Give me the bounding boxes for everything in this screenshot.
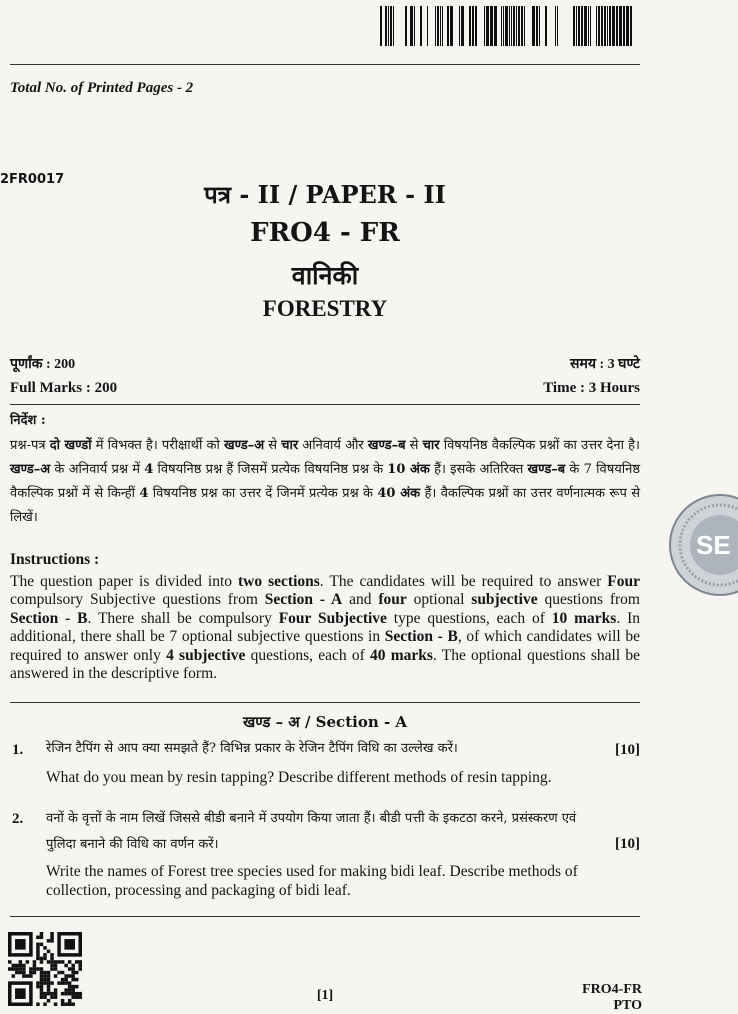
question-number: 1.: [12, 742, 24, 758]
time-hindi: समय : 3 घण्टे: [570, 357, 640, 372]
instructions-text: The question paper is divided into two sections. The candidates will be required to answer Four compulsory Subjective questions from Section - A and four optional subjective questions from Section - B. There shall be compulsory Four Subjective type questions, each of 10 marks. In additional, there shall be 7 optional subjective questions in Section - B, of which candidates will be required to answer only 4 subjective questions, each of 40 marks. The optional questions shall be answered in the descriptive form.: [10, 573, 640, 683]
section-rule: [10, 702, 640, 703]
directions-hindi: प्रश्न-पत्र दो खण्डों में विभक्त है। परीक्षार्थी को खण्ड–अ से चार अनिवार्य और खण्ड–ब से चार विषयनिष्ठ वैकल्पिक प्रश्नों का उत्तर देना है। खण्ड–अ के अनिवार्य प्रश्न में 4 विषयनिष्ठ प्रश्न हैं जिसमें प्रत्येक विषयनिष्ठ प्रश्न के 10 अंक हैं। इसके अतिरिक्त खण्ड–ब के 7 विषयनिष्ठ वैकल्पिक प्रश्नों में से किन्हीं 4 विषयनिष्ठ प्रश्न का उत्तर दें जिनमें प्रत्येक प्रश्न के 40 अंक हैं। वैकल्पिक प्रश्नों का उत्तर वर्णनात्मक रूप से लिखें।: [10, 438, 640, 525]
question-hindi: रेजिन टैपिंग से आप क्या समझते हैं? विभिन्न प्रकार के रेजिन टैपिंग विधि का उल्लेख करें।: [46, 741, 458, 756]
instructions-heading: Instructions :: [10, 551, 100, 568]
question-english: What do you mean by resin tapping? Describe different methods of resin tapping.: [46, 769, 552, 786]
question-marks: [10]: [615, 836, 640, 852]
bottom-rule: [10, 916, 640, 917]
question-english: Write the names of Forest tree species used for making bidi leaf. Describe methods of collection, processing and packaging of bidi leaf.: [46, 863, 578, 899]
top-rule: [10, 64, 640, 65]
footer-code: FRO4-FR: [582, 982, 642, 997]
seal-stamp: [648, 490, 738, 600]
marks-rule: [10, 404, 640, 405]
full-marks-hindi: पूर्णांक : 200: [10, 357, 76, 372]
directions-heading: निर्देश :: [10, 413, 46, 428]
total-pages: Total No. of Printed Pages - 2: [10, 80, 194, 96]
stamp-text: SE: [696, 530, 731, 560]
barcode: [380, 6, 638, 46]
question-hindi: वनों के वृत्तों के नाम लिखें जिससे बीडी बनाने में उपयोग किया जाता हैं। बीडी पत्ती के इकटठा करने, प्रसंस्करण एवं पुलिदा बनाने की विधि का वर्णन करें।: [46, 811, 577, 852]
subject-hindi: वानिकी: [291, 261, 359, 290]
paper-code: 2FR0017: [0, 172, 65, 187]
section-heading: खण्ड – अ / Section - A: [242, 713, 408, 731]
time: Time : 3 Hours: [543, 380, 640, 396]
paper-title: पत्र - II / PAPER - II: [204, 180, 446, 209]
question-marks: [10]: [615, 742, 640, 758]
page-number: [1]: [316, 988, 334, 1003]
full-marks: Full Marks : 200: [10, 380, 118, 396]
question-number: 2.: [12, 811, 24, 827]
subject-english: FORESTRY: [262, 296, 388, 321]
pto-label: PTO: [613, 998, 642, 1013]
subject-code: FRO4 - FR: [250, 218, 400, 248]
